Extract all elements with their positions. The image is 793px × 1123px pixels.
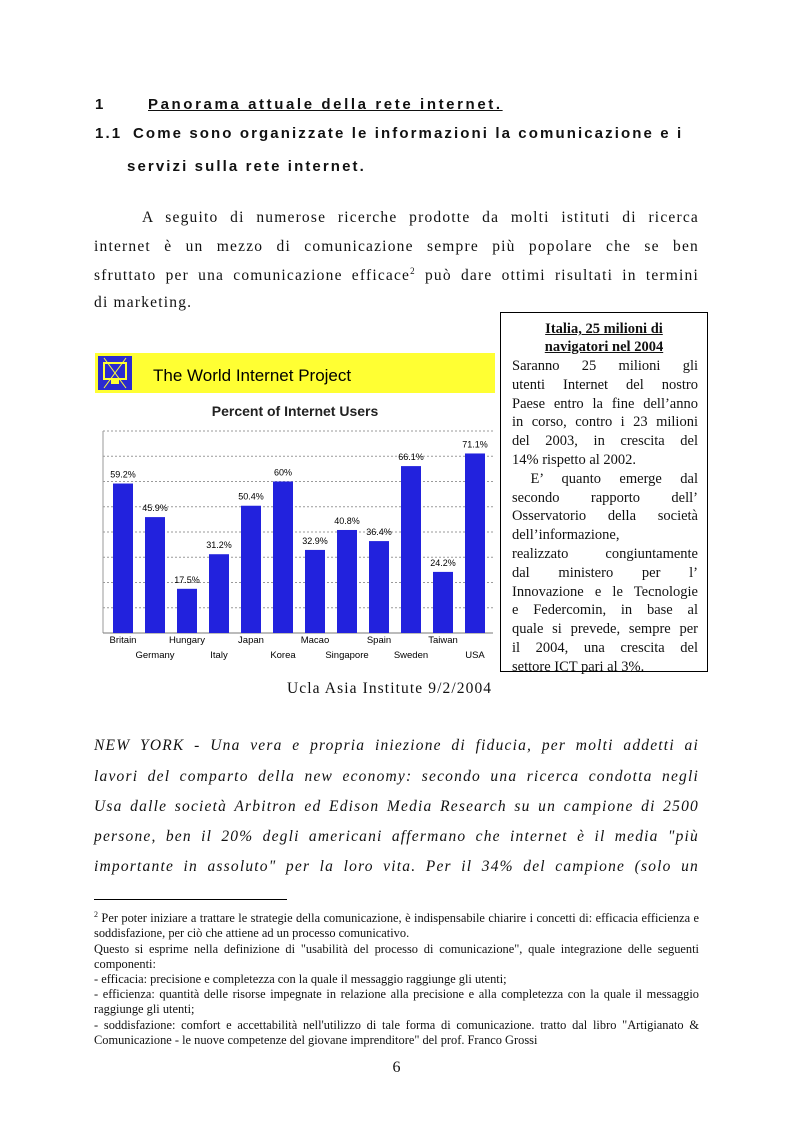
footnote-number: 2 <box>94 910 98 919</box>
news-box-line: Paese entro la fine dell’anno <box>512 395 698 412</box>
news-box-line: Osservatorio della società <box>512 508 698 525</box>
chart-category-label: Sweden <box>393 650 429 661</box>
news-box-line: Innovazione e le Tecnologie <box>512 583 698 600</box>
chart-value-label: 71.1% <box>462 439 488 450</box>
news-line: Usa dalle società Arbitron ed Edison Media Research su un campione di 2500 <box>94 798 699 815</box>
news-box-line: realizzato congiuntamente <box>512 545 698 562</box>
chart-category-label: Italy <box>210 650 228 661</box>
news-box-title-line2: navigatori nel 2004 <box>544 339 664 355</box>
chart-bar <box>465 453 485 633</box>
news-box-line: settore ICT pari al 3%. <box>512 658 645 675</box>
news-box-line: quale si prevede, sempre per <box>512 621 698 638</box>
chart-category-label: Macao <box>300 635 330 646</box>
chart-category-label: Singapore <box>325 650 369 661</box>
chart-value-label: 59.2% <box>110 469 136 480</box>
news-box-line: e Federcomin, in base al <box>512 602 698 619</box>
chart-bar <box>433 572 453 633</box>
chart-value-label: 40.8% <box>334 515 360 526</box>
news-box-line: secondo rapporto dell’ <box>512 489 698 506</box>
section-title-line1: Come sono organizzate le informazioni la comunicazione e i <box>133 125 684 142</box>
intro-line <box>94 266 699 285</box>
chapter-title: Panorama attuale della rete internet. <box>148 96 503 113</box>
news-box-title-line1: Italia, 25 milioni di <box>545 321 663 337</box>
chart-category-label: USA <box>465 650 485 661</box>
chart-category-label: Korea <box>270 650 296 661</box>
chart-bar <box>337 530 357 633</box>
chart-value-label: 32.9% <box>302 535 328 546</box>
footnote-p4: - efficienza: quantità delle risorse impegnate in relazione alla precisione e alla completezza con la quale il messaggio raggiunge gli utenti; <box>94 987 699 1017</box>
section-number: 1.1 <box>95 125 123 142</box>
footnote-p2: Questo si esprime nella definizione di "usabilità del processo di comunicazione", quale integrazione delle seguenti componenti: <box>94 941 699 971</box>
footnote <box>94 907 699 1048</box>
footnote-ref: 2 <box>410 266 416 276</box>
footnote-p5: - soddisfazione: comfort e accettabilità nell'utilizzo di tale forma di comunicazione. tratto dal libro "Artigianato & Comunicazione - le nuove competenze del giovane imprenditore" del prof. Franco Grossi <box>94 1017 699 1047</box>
intro-line: internet è un mezzo di comunicazione sempre più popolare che se ben <box>94 238 699 255</box>
intro-line: A seguito di numerose ricerche prodotte da molti istituti di ricerca <box>142 209 699 226</box>
chart-title: Percent of Internet Users <box>211 403 379 419</box>
chart-category-label: Spain <box>366 635 392 646</box>
chart-category-label: Germany <box>135 650 175 661</box>
chart-value-label: 24.2% <box>430 557 456 568</box>
news-box-line: Saranno 25 milioni gli <box>512 358 698 374</box>
news-line: importante in assoluto" per la loro vita. Per il 34% del campione (solo un <box>94 858 699 875</box>
chart-bar <box>177 589 197 633</box>
news-box-line: in corso, contro i 23 milioni <box>512 414 698 431</box>
chart-value-label: 50.4% <box>238 491 264 502</box>
globe-logo-icon <box>98 356 132 390</box>
chart-plot-area <box>103 431 493 661</box>
chapter-heading <box>95 96 503 113</box>
chart-bar <box>369 541 389 633</box>
news-box-line: il 2004, una crescita del <box>512 639 698 656</box>
chart-bar <box>305 550 325 633</box>
intro-line-text-end: può dare ottimi risultati in termini <box>415 267 699 285</box>
chart-value-label: 31.2% <box>206 540 232 551</box>
internet-users-chart <box>95 353 495 663</box>
section-title-line2: servizi sulla rete internet. <box>127 158 366 175</box>
chart-banner-title: The World Internet Project <box>153 366 352 385</box>
footnote-p1: Per poter iniziare a trattare le strategie della comunicazione, è indispensabile chiarire i concetti di: efficacia efficienza e soddisfazione, per ciò che attiene ad un processo comunicativo. <box>94 911 699 941</box>
intro-line-text: sfruttato per una comunicazione efficace <box>94 267 411 285</box>
news-box-line: dell’informazione, <box>512 527 620 544</box>
news-box <box>500 312 708 675</box>
page-number: 6 <box>392 1059 401 1076</box>
chart-value-label: 60% <box>273 467 293 478</box>
chart-value-label: 66.1% <box>398 452 424 463</box>
news-box-body <box>512 357 698 677</box>
chapter-number: 1 <box>95 96 106 113</box>
chart-bar <box>145 517 165 633</box>
news-box-line: dal ministero per l’ <box>512 564 698 581</box>
news-box-line: del 2003, in crescita del <box>512 433 698 450</box>
news-box-title <box>501 320 707 356</box>
news-box-line: 14% rispetto al 2002. <box>512 451 637 468</box>
chart-category-label: Taiwan <box>428 635 458 646</box>
intro-line: di marketing. <box>94 294 193 311</box>
footnote-p3: - efficacia: precisione e completezza con la quale il messaggio raggiunge gli utenti; <box>94 971 507 986</box>
chart-bar <box>241 506 261 633</box>
chart-value-label: 36.4% <box>366 527 392 538</box>
news-box-line: utenti Internet del nostro <box>512 376 698 393</box>
chart-bar <box>273 482 293 634</box>
news-line: NEW YORK - Una vera e propria iniezione di fiducia, per molti addetti ai <box>94 737 699 754</box>
chart-caption: Ucla Asia Institute 9/2/2004 <box>287 680 493 697</box>
chart-value-label: 17.5% <box>174 574 200 585</box>
chart-bar <box>113 484 133 633</box>
news-box-line: E’ quanto emerge dal <box>512 470 698 487</box>
chart-bar <box>401 466 421 633</box>
chart-category-label: Hungary <box>169 635 205 646</box>
news-line: persone, ben il 20% degli americani affermano che internet è il media "più <box>94 828 699 845</box>
section-heading <box>95 125 699 142</box>
news-line: lavori del comparto della new economy: secondo una ricerca condotta negli <box>94 768 699 785</box>
chart-category-label: Japan <box>238 635 264 646</box>
chart-bar <box>209 554 229 633</box>
footnote-separator <box>94 899 287 900</box>
chart-value-label: 45.9% <box>142 503 168 514</box>
chart-category-label: Britain <box>109 635 137 646</box>
